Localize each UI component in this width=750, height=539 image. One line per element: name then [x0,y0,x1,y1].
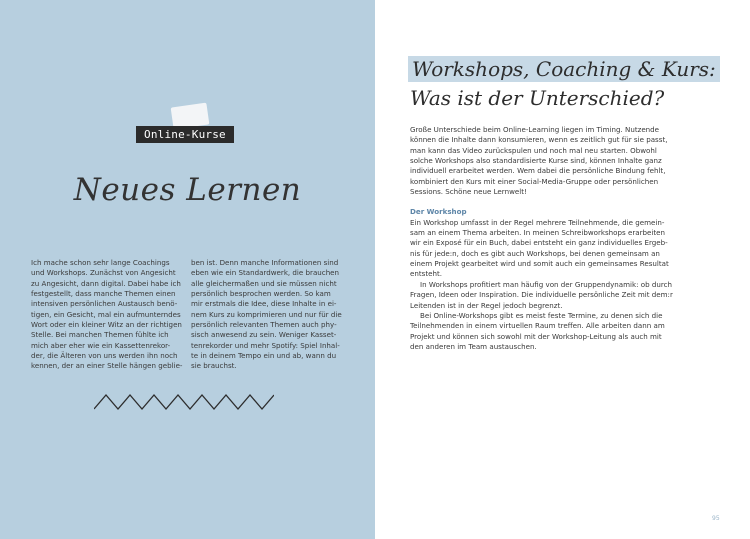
text-line: eben wie ein Standardwerk, die brauchen [191,268,340,278]
text-line: Ich mache schon sehr lange Coachings [31,258,170,267]
text-line: nem Kurs zu komprimieren und nur für die [191,309,342,319]
text-line: persönlich besprochen werden. So kam [191,289,331,299]
text-line: sie brauchst. [191,361,237,371]
page-heading [408,56,720,111]
heading-line-1: Workshops, Coaching & Kurs: [408,56,720,82]
text-line: mich aber eher wie ein Kassettenrekor- [31,340,171,350]
text-line: alle gleichermaßen und sie müssen nicht [191,278,337,288]
text-line: te in deinem Tempo ein und ab, wann du [191,351,337,361]
zigzag-divider [94,393,274,411]
text-line: In Workshops profitiert man häufig von der Gruppendynamik: ob durch [420,279,673,289]
text-line: sisch anwesend zu sein. Weniger Kasset- [191,330,337,340]
text-line: tigen, ein Gesicht, mal ein aufmunterndes [31,309,181,319]
text-line: Große Unterschiede beim Online-Learning liegen im Timing. Nutzende [410,125,660,134]
text-line: der, die Älteren von uns werden ihn noch [31,351,178,361]
subheading: Der Workshop [410,207,467,217]
text-line: solche Workshops also standardisierte Kurse sind, können Inhalte ganz [410,156,662,166]
text-line: Bei Online-Workshops gibt es meist feste Termine, zu denen sich die [420,310,663,320]
text-line: festgestellt, dass manche Themen einen [31,289,176,299]
text-line: wir ein Exposé für ein Buch, dabei entsteht ein ganz individuelles Ergeb- [410,238,668,248]
section-tag: Online-Kurse [136,126,234,143]
text-line: sam an einem Thema arbeiten. In meinen Schreibworkshops erarbeiten [410,228,665,238]
body-text [410,125,673,352]
text-line: entsteht. [410,269,443,279]
text-line: Sessions. Schöne neue Lernwelt! [410,187,527,197]
text-line: tenrekorder und mehr Spotify: Spiel Inhal- [191,340,340,350]
text-line: können die Inhalte dann konsumieren, wenn es zeitlich gut für sie passt, [410,135,668,145]
text-line: individuell erarbeitet werden. Wem dabei die persönliche Bindung fehlt, [410,166,666,176]
text-line: Projekt und können sich sowohl mit der Workshop-Leitung als auch mit [410,331,662,341]
text-line: mir erstmals die Idee, diese Inhalte in ei- [191,299,337,309]
text-line: nis für jede:n, doch es gibt auch Workshops, bei denen gemeinsam an [410,248,660,258]
text-line: einem Projekt gearbeitet wird und somit auch ein gemeinsames Resultat [410,259,669,269]
intro-columns [31,258,341,372]
text-line: den anderen im Team austauschen. [410,341,537,351]
chapter-title: Neues Lernen [73,172,302,208]
text-line: kennen, der an einer Stelle hängen geblie- [31,361,183,371]
text-line: kombiniert den Kurs mit einer Social-Media-Gruppe oder persönlichen [410,176,659,186]
text-line: man kann das Video zurückspulen und noch mal neu starten. Obwohl [410,145,657,155]
text-line: ben ist. Denn manche Informationen sind [191,258,339,267]
text-line: Stelle. Bei manchen Themen fühlte ich [31,330,169,340]
text-line: intensiven persönlichen Austausch benö- [31,299,178,309]
text-line: und Workshops. Zunächst von Angesicht [31,268,176,278]
column-right [191,258,341,372]
text-line: Fragen, Ideen oder Inspiration. Die individuelle persönliche Zeit mit dem:r [410,290,673,300]
column-left [31,258,181,372]
text-line: Teilnehmenden in einem virtuellen Raum treffen. Alle arbeiten dann am [410,321,665,331]
text-line: Leitenden ist in der Regel jedoch begrenzt. [410,300,563,310]
page-number: 95 [712,515,720,522]
heading-line-2: Was ist der Unterschied? [410,86,665,110]
text-line: persönlich relevanten Themen auch phy- [191,320,337,330]
text-line: Wort oder ein kleiner Witz an der richtigen [31,320,182,330]
text-line: zu Angesicht, dann digital. Dabei habe ich [31,278,181,288]
text-line: Ein Workshop umfasst in der Regel mehrere Teilnehmende, die gemein- [410,217,665,227]
